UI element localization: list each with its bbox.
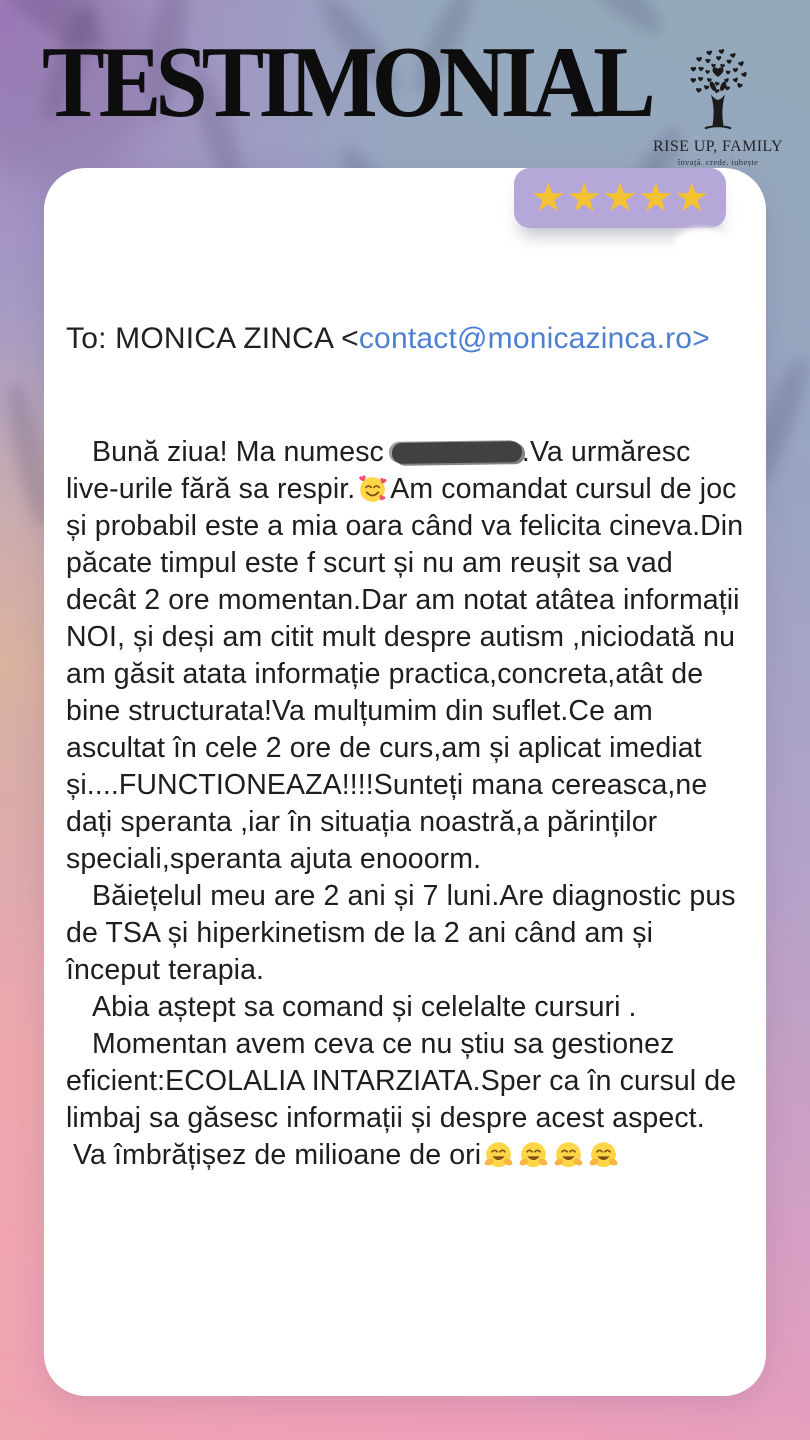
- star-row: [530, 175, 710, 221]
- rise-up-family-logo: [642, 42, 794, 167]
- smiling-face-with-hearts-emoji: [356, 473, 389, 506]
- star-icon: ★: [602, 175, 638, 221]
- star-icon: ★: [566, 175, 603, 221]
- star-icon: ★: [673, 175, 710, 221]
- email-paragraph: Momentan avem ceva ce nu știu sa gestionez eficient:ECOLALIA INTARZIATA.Sper ca în cursul de limbaj sa găsesc informații și despre acest aspect.: [66, 1028, 737, 1134]
- email-paragraph: Băiețelul meu are 2 ani și 7 luni.Are diagnostic pus de TSA și hiperkinetism de la 2 ani când am și început terapia.: [66, 880, 736, 986]
- email-address-link[interactable]: contact@monicazinca.ro: [358, 322, 693, 355]
- testimonial-card: [44, 168, 766, 1396]
- hugging-face-emoji: [482, 1139, 515, 1172]
- email-body: [66, 434, 750, 1174]
- star-icon: ★: [637, 175, 674, 221]
- bracket-close: >: [692, 322, 710, 355]
- rating-badge: [514, 168, 726, 228]
- hugging-face-emoji: [517, 1139, 550, 1172]
- page-title: TESTIMONIAL: [42, 26, 650, 139]
- email-screenshot: [44, 320, 766, 1174]
- logo-tagline: învață. crede. iubește: [677, 157, 759, 167]
- hugging-face-emoji: [552, 1139, 585, 1172]
- email-to-line: [66, 320, 750, 358]
- email-paragraph: Abia aștept sa comand și celelalte cursuri .: [92, 991, 637, 1023]
- redacted-name-scribble: [392, 441, 522, 464]
- blurred-smudge: [674, 228, 730, 258]
- heart-tree-icon: [671, 42, 765, 136]
- star-icon: ★: [530, 175, 567, 221]
- email-paragraph: Va îmbrățișez de milioane de ori: [66, 1137, 750, 1174]
- logo-name: RISE UP, FAMILY: [653, 138, 783, 155]
- hugging-face-emoji: [587, 1139, 620, 1172]
- email-paragraph: Bună ziua! Ma numesc .Va urmăresc live-urile fără sa respir. Am comandat cursul de joc și probabil este a mia oara când va felicita cineva.Din păcate timpul este f scurt și nu am reușit sa vad decât 2 ore momentan.Dar am notat atâtea informații NOI, și deși am citit mult despre autism ,niciodată nu am găsit atata informație practica,concreta,atât de bine structurata!Va mulțumim din suflet.Ce am ascultat în cele 2 ore de curs,am și aplicat imediat și....FUNCTIONEAZA!!!!Sunteți mana cereasca,ne dați speranta ,iar în situația noastră,a părinților speciali,speranta ajuta enooorm.: [66, 436, 744, 875]
- bracket-open: <: [341, 322, 359, 355]
- email-to-label: To: MONICA ZINCA: [66, 322, 342, 355]
